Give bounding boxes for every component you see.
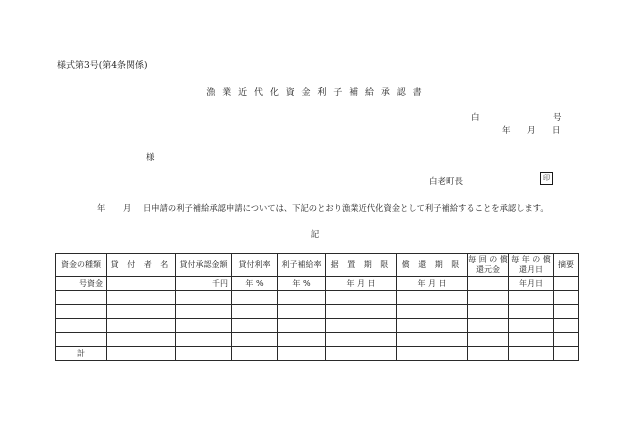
header-approved-amount: 貸付承認金額 [176, 254, 232, 277]
cell-subsidy-rate: 年 % [278, 277, 326, 291]
cell-principal [468, 277, 509, 291]
cell-annual-date: 年月日 [509, 277, 554, 291]
header-loan-rate: 貸付利率 [232, 254, 278, 277]
header-principal-per-installment: 毎 回 の 償還元金 [468, 254, 509, 277]
approval-month: 月 [123, 203, 132, 213]
issue-date-year: 年 [502, 126, 511, 136]
issue-date-day: 日 [552, 126, 561, 136]
cell-approved-amount: 千円 [176, 277, 232, 291]
addressee-honorific: 様 [146, 153, 155, 163]
issuer-name: 白老町長 [429, 177, 464, 187]
header-fund-type: 資金の種類 [56, 254, 107, 277]
header-deferment-period: 据 置 期 限 [326, 254, 397, 277]
document-title: 漁 業 近 代 化 資 金 利 子 補 給 承 認 書 [206, 88, 424, 98]
issue-date-month: 月 [527, 126, 536, 136]
cell-repayment-date: 年 月 日 [397, 277, 468, 291]
loan-details-table [55, 253, 579, 361]
document-number-prefix: 白 [471, 113, 480, 123]
cell-fund-type: 号資金 [56, 277, 107, 291]
table-row [56, 319, 579, 333]
document-number-suffix: 号 [553, 113, 562, 123]
cell-lender [107, 277, 176, 291]
table-total-row [56, 347, 579, 361]
cell-deferment-date: 年 月 日 [326, 277, 397, 291]
approval-text: 日申請の利子補給承認申請については、下記のとおり漁業近代化資金として利子補給することを承認します。 [143, 203, 549, 213]
table-row [56, 291, 579, 305]
cell-remarks [554, 277, 579, 291]
approval-year: 年 [97, 203, 106, 213]
cell-total-label: 計 [56, 347, 107, 361]
seal-mark: 印 [540, 172, 553, 185]
header-subsidy-rate: 利子補給率 [278, 254, 326, 277]
header-remarks: 摘要 [554, 254, 579, 277]
table-header-row [56, 254, 579, 277]
header-repayment-period: 償 還 期 限 [397, 254, 468, 277]
approval-statement [97, 202, 549, 214]
header-lender: 貸 付 者 名 [107, 254, 176, 277]
header-annual-repayment-date: 毎 年 の 償還月日 [509, 254, 554, 277]
form-number-label: 様式第3号(第4条関係) [57, 61, 148, 71]
table-row [56, 277, 579, 291]
table-row [56, 305, 579, 319]
table-row [56, 333, 579, 347]
ki-heading: 記 [310, 230, 320, 240]
cell-loan-rate: 年 % [232, 277, 278, 291]
